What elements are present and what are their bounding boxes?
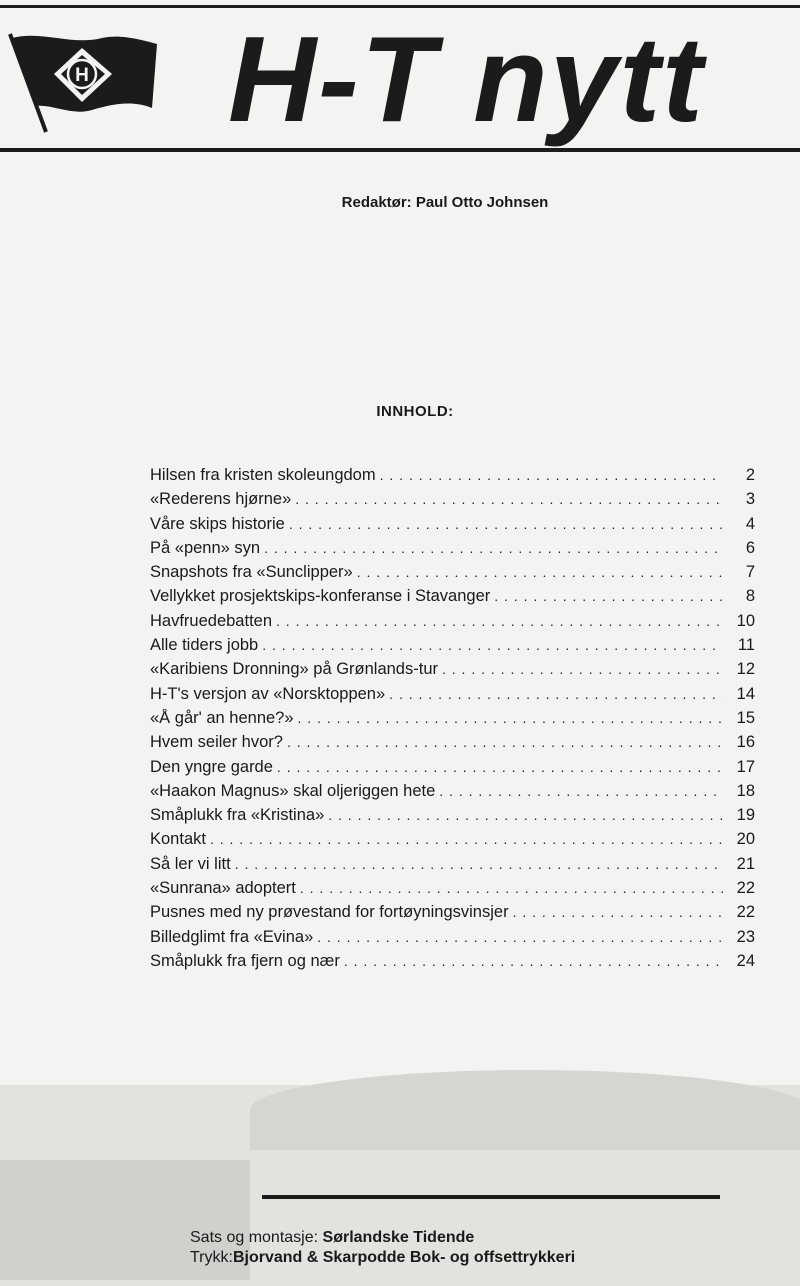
toc-leader-dots — [298, 710, 723, 726]
toc-leader-dots — [235, 856, 723, 872]
toc-leader-dots — [300, 880, 723, 896]
toc-entry — [150, 636, 755, 660]
toc-entry-title: Småplukk fra «Kristina» — [150, 806, 325, 825]
toc-entry-page: 4 — [745, 514, 755, 533]
flag-letter: H — [75, 65, 89, 86]
toc-leader-dots — [295, 491, 723, 507]
toc-entry — [150, 587, 755, 611]
editor-line: Redaktør: Paul Otto Johnsen — [341, 194, 549, 211]
background-hill-shape — [250, 1070, 800, 1150]
sats-value: Sørlandske Tidende — [322, 1229, 475, 1246]
toc-entry — [150, 612, 755, 636]
toc-entry — [150, 952, 755, 976]
toc-entry-page: 23 — [736, 927, 755, 946]
toc-leader-dots — [344, 953, 723, 969]
toc-entry-page: 8 — [745, 587, 755, 606]
header-rule — [0, 148, 800, 152]
toc-entry-page: 16 — [736, 733, 755, 752]
toc-entry-page: 19 — [736, 806, 755, 825]
toc-entry-page: 22 — [736, 879, 755, 898]
toc-heading: INNHOLD: — [376, 403, 454, 420]
toc-entry-title: Alle tiders jobb — [150, 636, 259, 655]
toc-leader-dots — [317, 929, 723, 945]
toc-entry-page: 11 — [737, 636, 755, 655]
toc-entry — [150, 879, 755, 903]
newsletter-title: H-T nytt — [228, 11, 705, 147]
trykk-value: Bjorvand & Skarpodde Bok- og offsettrykkeri — [232, 1249, 576, 1266]
toc-leader-dots — [287, 734, 723, 750]
toc-leader-dots — [439, 783, 723, 799]
toc-entry — [150, 928, 755, 952]
toc-entry-page: 21 — [736, 854, 755, 873]
top-rule — [0, 5, 800, 8]
toc-entry — [150, 830, 755, 854]
toc-entry-title: Våre skips historie — [150, 514, 285, 533]
toc-entry-title: «Karibiens Dronning» på Grønlands-tur — [150, 660, 438, 679]
toc-entry-title: Småplukk fra fjern og nær — [150, 951, 340, 970]
toc-leader-dots — [494, 588, 723, 604]
toc-entry-page: 18 — [736, 781, 755, 800]
toc-entry — [150, 733, 755, 757]
toc-entry-page: 17 — [736, 757, 755, 776]
toc-entry-page: 24 — [736, 951, 755, 970]
toc-leader-dots — [289, 516, 723, 532]
toc-entry-page: 10 — [736, 611, 755, 630]
toc-entry — [150, 709, 755, 733]
sats-label: Sats og montasje: — [190, 1229, 319, 1246]
toc-entry-title: Snapshots fra «Sunclipper» — [150, 563, 353, 582]
toc-entry-page: 22 — [736, 903, 755, 922]
table-of-contents — [150, 466, 755, 976]
trykk-label: Trykk: — [190, 1249, 233, 1266]
toc-entry — [150, 685, 755, 709]
toc-entry-title: Så ler vi litt — [150, 854, 231, 873]
toc-entry — [150, 806, 755, 830]
toc-entry-title: Kontakt — [150, 830, 206, 849]
company-flag-icon — [2, 28, 162, 138]
toc-entry-page: 12 — [736, 660, 755, 679]
toc-entry — [150, 660, 755, 684]
credits — [190, 1228, 575, 1268]
toc-entry-page: 7 — [745, 563, 755, 582]
toc-leader-dots — [357, 564, 723, 580]
toc-entry-title: Den yngre garde — [150, 757, 273, 776]
toc-entry-page: 14 — [736, 684, 755, 703]
toc-entry-title: «Å går' an henne?» — [150, 708, 294, 727]
toc-entry — [150, 855, 755, 879]
toc-entry-page: 20 — [736, 830, 755, 849]
toc-entry-title: Havfruedebatten — [150, 611, 273, 630]
toc-entry — [150, 539, 755, 563]
toc-entry — [150, 758, 755, 782]
credits-sats — [190, 1228, 575, 1248]
toc-entry — [150, 466, 755, 490]
toc-entry-title: Vellykket prosjektskips-konferanse i Stavanger — [150, 587, 491, 606]
toc-entry — [150, 782, 755, 806]
toc-leader-dots — [276, 613, 723, 629]
credits-trykk — [190, 1248, 575, 1268]
toc-leader-dots — [264, 540, 723, 556]
toc-entry — [150, 903, 755, 927]
toc-entry-page: 3 — [745, 490, 755, 509]
toc-leader-dots — [380, 467, 723, 483]
toc-leader-dots — [389, 686, 723, 702]
toc-entry-title: Billedglimt fra «Evina» — [150, 927, 314, 946]
toc-leader-dots — [262, 637, 723, 653]
toc-entry-page: 15 — [736, 708, 755, 727]
toc-entry-title: «Rederens hjørne» — [150, 490, 292, 509]
toc-entry-page: 2 — [745, 466, 755, 484]
toc-entry-title: Hvem seiler hvor? — [150, 733, 283, 752]
toc-entry — [150, 515, 755, 539]
toc-leader-dots — [513, 904, 723, 920]
footer-rule — [262, 1195, 720, 1199]
toc-entry — [150, 563, 755, 587]
toc-entry-title: Hilsen fra kristen skoleungdom — [150, 466, 376, 484]
toc-leader-dots — [442, 661, 723, 677]
toc-entry-title: H-T's versjon av «Norsktoppen» — [150, 684, 386, 703]
toc-entry-page: 6 — [745, 538, 755, 557]
toc-entry — [150, 490, 755, 514]
toc-entry-title: På «penn» syn — [150, 538, 261, 557]
toc-entry-title: «Sunrana» adoptert — [150, 879, 296, 898]
toc-leader-dots — [277, 759, 723, 775]
toc-leader-dots — [328, 807, 723, 823]
toc-leader-dots — [210, 831, 723, 847]
toc-entry-title: Pusnes med ny prøvestand for fortøyningsvinsjer — [150, 903, 509, 922]
toc-entry-title: «Haakon Magnus» skal oljeriggen hete — [150, 781, 436, 800]
